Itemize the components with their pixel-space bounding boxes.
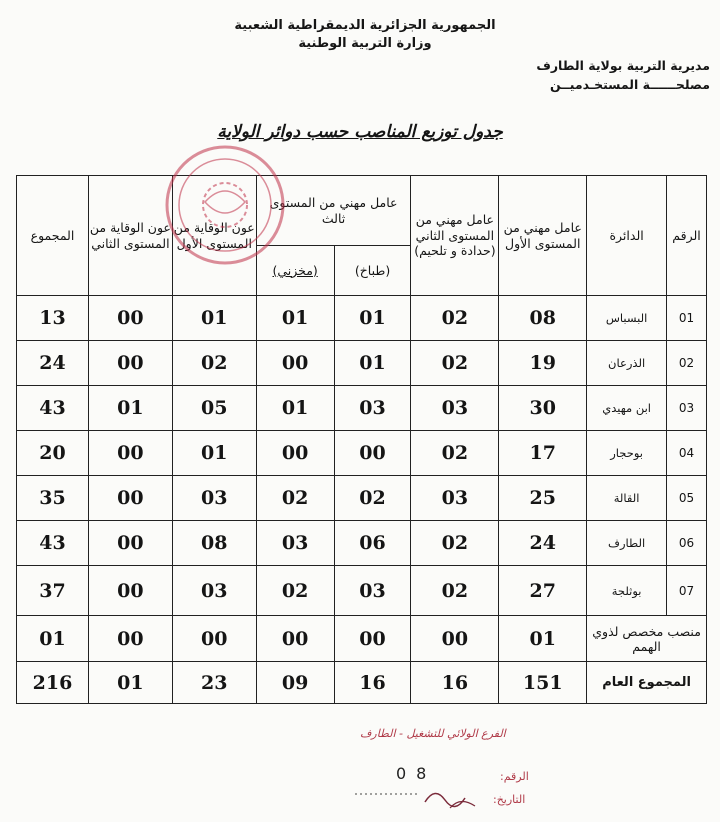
- cell-storekeeper: 01: [256, 386, 334, 431]
- table-row: [17, 521, 707, 566]
- cell-guard1: 01: [172, 431, 256, 476]
- cell-guard2: 00: [88, 341, 172, 386]
- table-row: [17, 566, 707, 616]
- cell-total: 43: [17, 521, 89, 566]
- row-daira: بوثلجة: [587, 566, 667, 616]
- table-row: [17, 476, 707, 521]
- cell-level2: 02: [411, 296, 499, 341]
- header-total: المجموع: [17, 176, 89, 296]
- cell-guard1: 05: [172, 386, 256, 431]
- cell-total: 43: [17, 386, 89, 431]
- cell-guard2: 01: [88, 662, 172, 704]
- reference-label: الرقم:: [500, 770, 529, 783]
- cell-level1: 17: [499, 431, 587, 476]
- reference-number: 08: [396, 764, 437, 783]
- cell-level2: 16: [411, 662, 499, 704]
- row-index: 03: [667, 386, 707, 431]
- cell-guard2: 00: [88, 616, 172, 662]
- cell-guard1: 03: [172, 566, 256, 616]
- table-row: [17, 431, 707, 476]
- cell-storekeeper: 02: [256, 566, 334, 616]
- distribution-table: [16, 175, 707, 704]
- cell-total: 35: [17, 476, 89, 521]
- cell-level1: 01: [499, 616, 587, 662]
- cell-total: 20: [17, 431, 89, 476]
- cell-level2: 02: [411, 341, 499, 386]
- row-daira: ابن مهيدي: [587, 386, 667, 431]
- ministry-heading: وزارة التربية الوطنية: [298, 36, 432, 51]
- cell-level1: 24: [499, 521, 587, 566]
- header-guard-level2: عون الوقاية من المستوى الثاني: [88, 176, 172, 296]
- cell-level1: 151: [499, 662, 587, 704]
- cell-guard1: 03: [172, 476, 256, 521]
- header-level2-worker: عامل مهني من المستوى الثاني (حدادة و تلحيم): [411, 176, 499, 296]
- cell-guard2: 00: [88, 521, 172, 566]
- cell-level2: 02: [411, 431, 499, 476]
- row-index: 07: [667, 566, 707, 616]
- row-daira: بوحجار: [587, 431, 667, 476]
- special-needs-label: منصب مخصص لذوي الهمم: [587, 616, 707, 662]
- cell-guard1: 23: [172, 662, 256, 704]
- service-heading: مصلحــــــة المستخـدميــن: [549, 77, 710, 92]
- cell-storekeeper: 03: [256, 521, 334, 566]
- cell-storekeeper: 00: [256, 616, 334, 662]
- header-storekeeper: (مخزني): [256, 246, 334, 296]
- cell-cook: 00: [334, 431, 411, 476]
- cell-level2: 03: [411, 476, 499, 521]
- cell-storekeeper: 09: [256, 662, 334, 704]
- cell-storekeeper: 00: [256, 341, 334, 386]
- cell-guard2: 00: [88, 566, 172, 616]
- cell-cook: 03: [334, 386, 411, 431]
- cell-level1: 19: [499, 341, 587, 386]
- cell-cook: 01: [334, 341, 411, 386]
- cell-cook: 00: [334, 616, 411, 662]
- page-title: جدول توزيع المناصب حسب دوائر الولاية: [217, 122, 503, 142]
- table-row: [17, 296, 707, 341]
- cell-cook: 16: [334, 662, 411, 704]
- cell-guard2: 00: [88, 431, 172, 476]
- grand-total-row: [17, 662, 707, 704]
- republic-heading: الجمهورية الجزائرية الديمقراطية الشعبية: [234, 18, 496, 33]
- cell-level2: 00: [411, 616, 499, 662]
- row-index: 06: [667, 521, 707, 566]
- cell-guard1: 02: [172, 341, 256, 386]
- row-index: 05: [667, 476, 707, 521]
- row-daira: الذرعان: [587, 341, 667, 386]
- table-row: [17, 386, 707, 431]
- cell-cook: 02: [334, 476, 411, 521]
- cell-level1: 27: [499, 566, 587, 616]
- header-index: الرقم: [667, 176, 707, 296]
- row-index: 02: [667, 341, 707, 386]
- cell-level2: 03: [411, 386, 499, 431]
- cell-storekeeper: 00: [256, 431, 334, 476]
- header-level3-worker: عامل مهني من المستوى ثالث: [256, 176, 411, 246]
- cell-level2: 02: [411, 521, 499, 566]
- cell-total: 216: [17, 662, 89, 704]
- cell-total: 37: [17, 566, 89, 616]
- cell-cook: 03: [334, 566, 411, 616]
- cell-storekeeper: 02: [256, 476, 334, 521]
- cell-total: 13: [17, 296, 89, 341]
- grand-total-label: المجموع العام: [587, 662, 707, 704]
- cell-guard1: 01: [172, 296, 256, 341]
- cell-level1: 30: [499, 386, 587, 431]
- header-daira: الدائرة: [587, 176, 667, 296]
- cell-storekeeper: 01: [256, 296, 334, 341]
- row-index: 04: [667, 431, 707, 476]
- cell-total: 01: [17, 616, 89, 662]
- header-guard-level1: عون الوقاية من المستوى الأول: [172, 176, 256, 296]
- cell-guard1: 00: [172, 616, 256, 662]
- row-daira: القالة: [587, 476, 667, 521]
- header-level1-worker: عامل مهني من المستوى الأول: [499, 176, 587, 296]
- cell-guard1: 08: [172, 521, 256, 566]
- cell-guard2: 00: [88, 476, 172, 521]
- date-label: التاريخ:: [493, 793, 526, 806]
- cell-level1: 25: [499, 476, 587, 521]
- cell-guard2: 01: [88, 386, 172, 431]
- cell-level1: 08: [499, 296, 587, 341]
- cell-level2: 02: [411, 566, 499, 616]
- directorate-heading: مديرية التربية بولاية الطارف: [536, 58, 710, 73]
- row-daira: البسباس: [587, 296, 667, 341]
- cell-cook: 01: [334, 296, 411, 341]
- cell-guard2: 00: [88, 296, 172, 341]
- stamp-line: الفرع الولائي للتشغيل - الطارف: [360, 727, 506, 740]
- special-needs-row: [17, 616, 707, 662]
- header-cook: (طباخ): [334, 246, 411, 296]
- table-row: [17, 341, 707, 386]
- cell-cook: 06: [334, 521, 411, 566]
- row-index: 01: [667, 296, 707, 341]
- cell-total: 24: [17, 341, 89, 386]
- row-daira: الطارف: [587, 521, 667, 566]
- handwritten-date-icon: [350, 784, 490, 814]
